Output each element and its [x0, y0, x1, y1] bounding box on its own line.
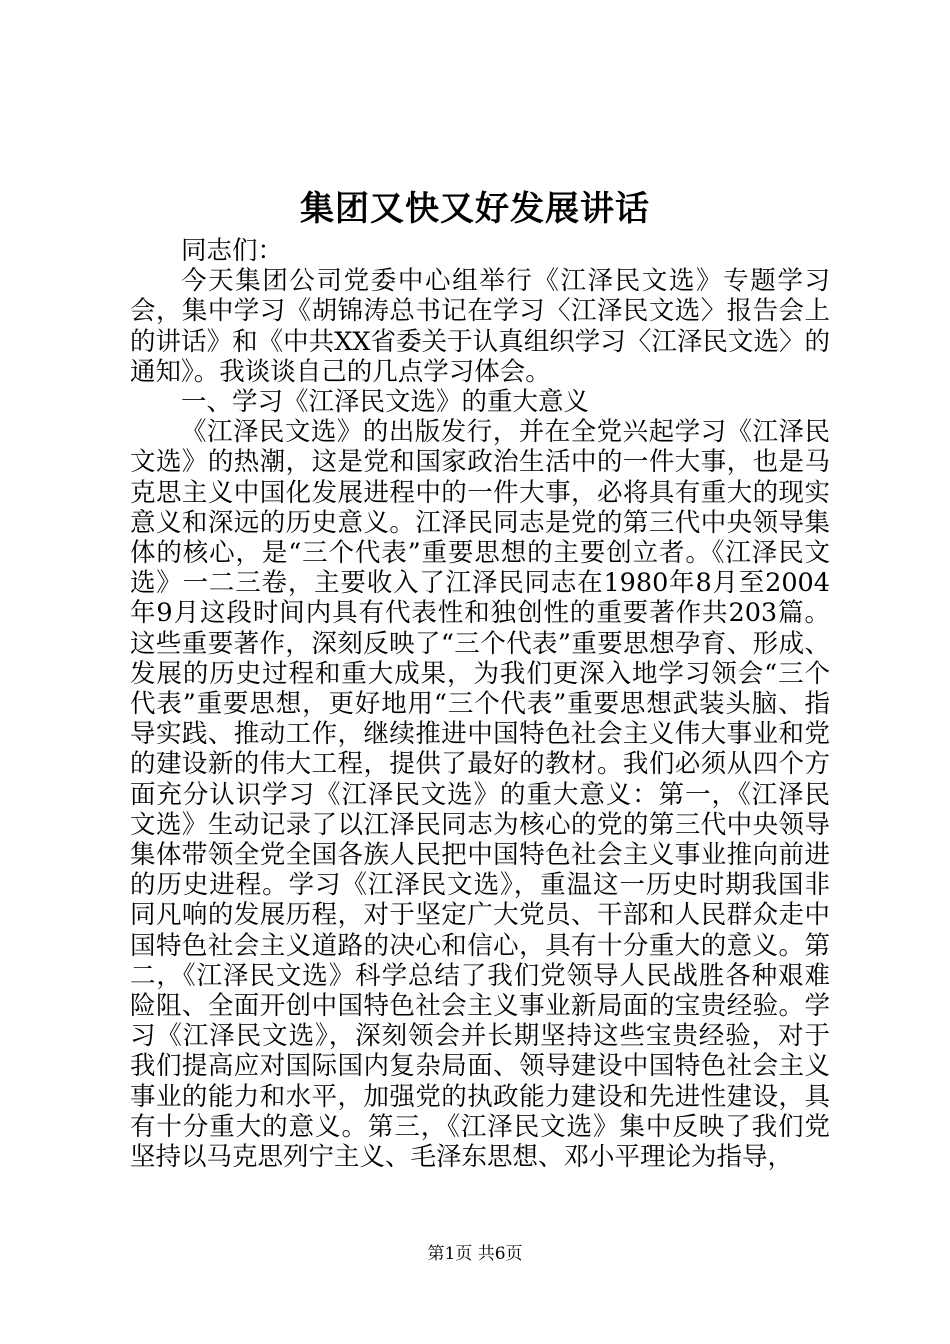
page-footer: 第1页 共6页	[427, 1244, 523, 1264]
document-title: 集团又快又好发展讲话	[300, 189, 650, 229]
salutation: 同志们：	[181, 236, 284, 266]
intro-paragraph: 今天集团公司党委中心组举行《江泽民文选》专题学习会，集中学习《胡锦涛总书记在学习〈江泽民文选〉报告会上的讲话》和《中共XX省委关于认真组织学习〈江泽民文选〉的通知》。我谈谈自己的几点学习体会。	[130, 266, 830, 387]
document-body	[130, 236, 830, 1172]
body-paragraph: 《江泽民文选》的出版发行，并在全党兴起学习《江泽民文选》的热潮，这是党和国家政治生活中的一件大事，也是马克思主义中国化发展进程中的一件大事，必将具有重大的现实意义和深远的历史意义。江泽民同志是党的第三代中央领导集体的核心，是“三个代表”重要思想的主要创立者。《江泽民文选》一二三卷，主要收入了江泽民同志在1980年8月至2004年9月这段时间内具有代表性和独创性的重要著作共203篇。这些重要著作，深刻反映了“三个代表”重要思想孕育、形成、发展的历史过程和重大成果，为我们更深入地学习领会“三个代表”重要思想，更好地用“三个代表”重要思想武装头脑、指导实践、推动工作，继续推进中国特色社会主义伟大事业和党的建设新的伟大工程，提供了最好的教材。我们必须从四个方面充分认识学习《江泽民文选》的重大意义：第一，《江泽民文选》生动记录了以江泽民同志为核心的党的第三代中央领导集体带领全党全国各族人民把中国特色社会主义事业推向前进的历史进程。学习《江泽民文选》，重温这一历史时期我国非同凡响的发展历程，对于坚定广大党员、干部和人民群众走中国特色社会主义道路的决心和信心，具有十分重大的意义。第二，《江泽民文选》科学总结了我们党领导人民战胜各种艰难险阻、全面开创中国特色社会主义事业新局面的宝贵经验。学习《江泽民文选》，深刻领会并长期坚持这些宝贵经验，对于我们提高应对国际国内复杂局面、领导建设中国特色社会主义事业的能力和水平，加强党的执政能力建设和先进性建设，具有十分重大的意义。第三，《江泽民文选》集中反映了我们党坚持以马克思列宁主义、毛泽东思想、邓小平理论为指导，	[130, 417, 830, 1173]
section-heading: 一、学习《江泽民文选》的重大意义	[181, 387, 590, 418]
